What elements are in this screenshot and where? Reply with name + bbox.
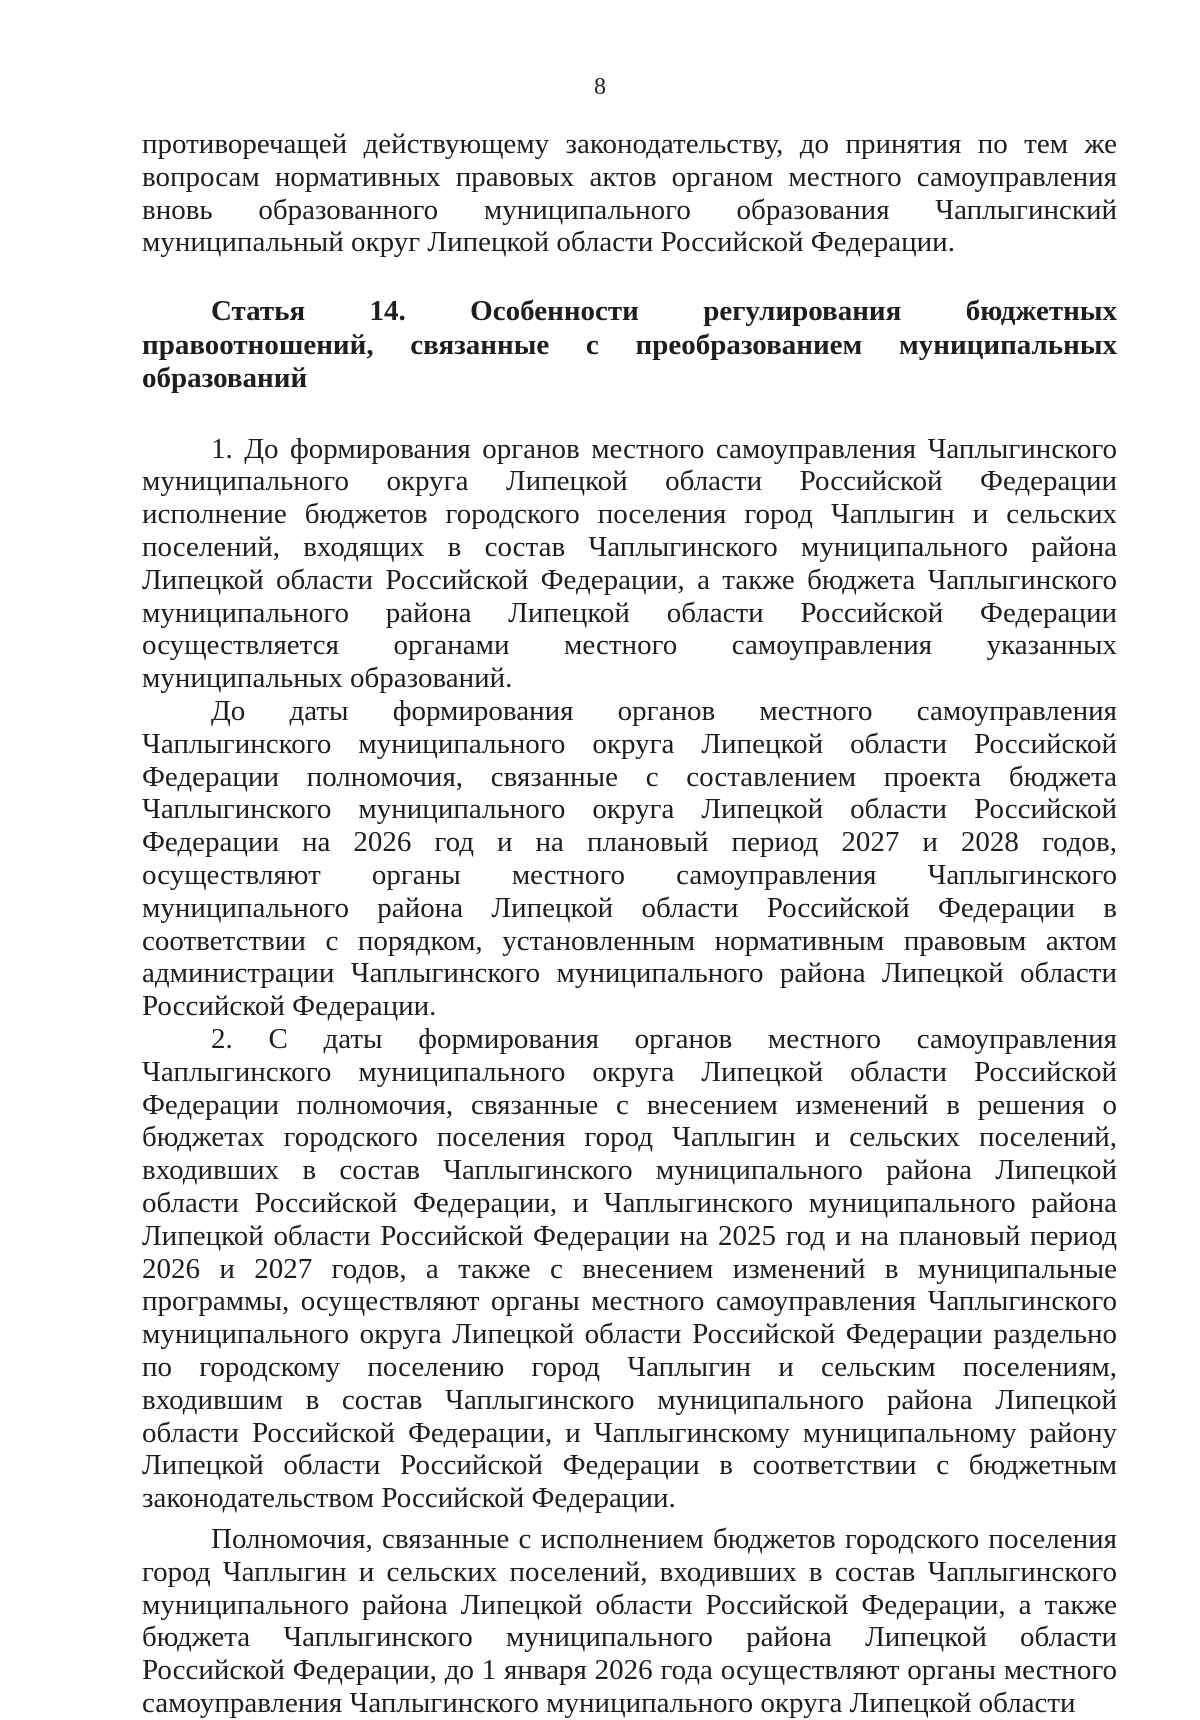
- page-number: 8: [594, 74, 606, 100]
- intro-paragraph: противоречащей действующему законодательству, до принятия по тем же вопросам нормативных правовых актов органом местного самоуправления вновь образованного муниципального образования Чаплыгинский муниципальный округ Липецкой области Российской Федерации.: [142, 128, 1117, 259]
- paragraph-3: 2. С даты формирования органов местного самоуправления Чаплыгинского муниципального округа Липецкой области Российской Федерации полномочия, связанные с внесением изменений в решения о бюджетах городского поселения город Чаплыгин и сельских поселений, входивших в состав Чаплыгинского муниципального района Липецкой области Российской Федерации, и Чаплыгинского муниципального района Липецкой области Российской Федерации на 2025 год и на плановый период 2026 и 2027 годов, а также с внесением изменений в муниципальные программы, осуществляют органы местного самоуправления Чаплыгинского муниципального округа Липецкой области Российской Федерации раздельно по городскому поселению город Чаплыгин и сельским поселениям, входившим в состав Чаплыгинского муниципального района Липецкой области Российской Федерации, и Чаплыгинскому муниципальному району Липецкой области Российской Федерации в соответствии с бюджетным законодательством Российской Федерации.: [142, 1023, 1117, 1515]
- paragraph-1: 1. До формирования органов местного самоуправления Чаплыгинского муниципального округа Липецкой области Российской Федерации исполнение бюджетов городского поселения город Чаплыгин и сельских поселений, входящих в состав Чаплыгинского муниципального района Липецкой области Российской Федерации, а также бюджета Чаплыгинского муниципального района Липецкой области Российской Федерации осуществляется органами местного самоуправления указанных муниципальных образований.: [142, 432, 1117, 695]
- document-body: [142, 128, 1117, 1720]
- article-heading: Статья 14. Особенности регулирования бюджетных правоотношений, связанные с преобразованием муниципальных образований: [142, 295, 1117, 395]
- paragraph-2: До даты формирования органов местного самоуправления Чаплыгинского муниципального округа Липецкой области Российской Федерации полномочия, связанные с составлением проекта бюджета Чаплыгинского муниципального округа Липецкой области Российской Федерации на 2026 год и на плановый период 2027 и 2028 годов, осуществляют органы местного самоуправления Чаплыгинского муниципального района Липецкой области Российской Федерации в соответствии с порядком, установленным нормативным правовым актом администрации Чаплыгинского муниципального района Липецкой области Российской Федерации.: [142, 695, 1117, 1023]
- paragraph-4: Полномочия, связанные с исполнением бюджетов городского поселения город Чаплыгин и сельских поселений, входивших в состав Чаплыгинского муниципального района Липецкой области Российской Федерации, а также бюджета Чаплыгинского муниципального района Липецкой области Российской Федерации, до 1 января 2026 года осуществляют органы местного самоуправления Чаплыгинского муниципального округа Липецкой области: [142, 1522, 1117, 1719]
